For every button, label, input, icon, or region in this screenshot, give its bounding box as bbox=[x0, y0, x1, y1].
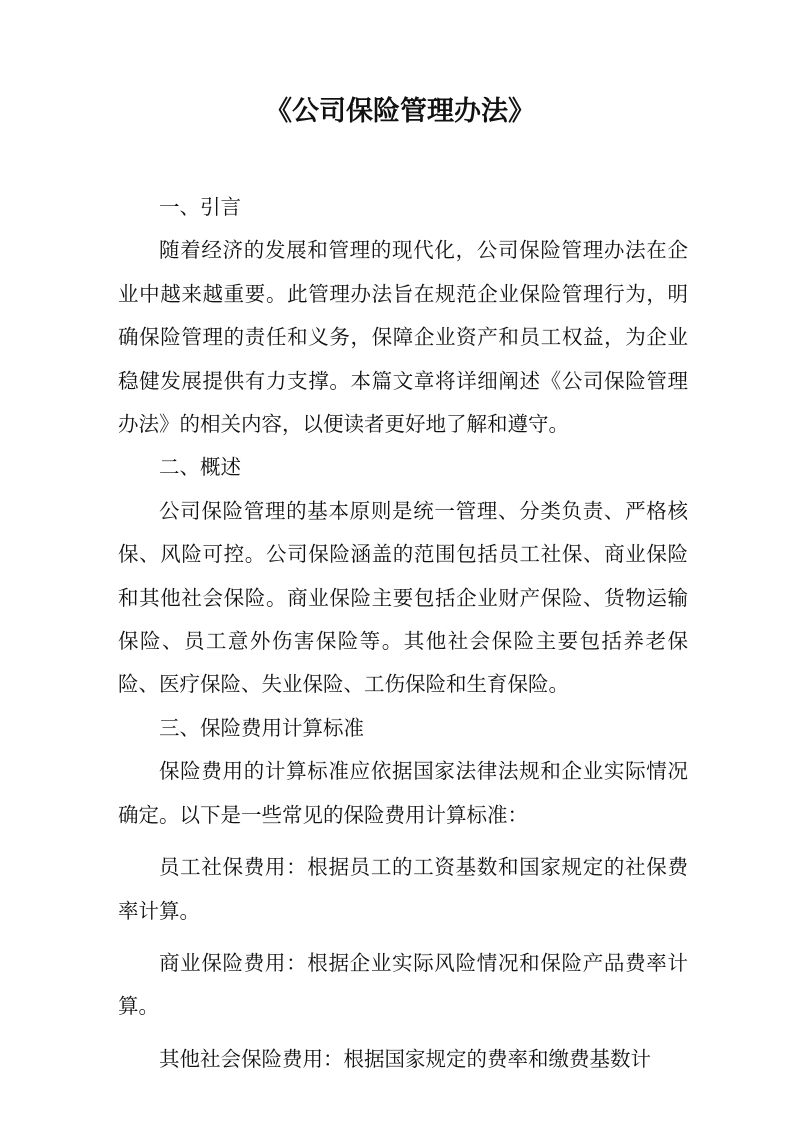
intro-paragraph: 随着经济的发展和管理的现代化，公司保险管理办法在企业中越来越重要。此管理办法旨在规范企业保险管理行为，明确保险管理的责任和义务，保障企业资产和员工权益，为企业稳健发展提供有力支撑。本篇文章将详细阐述《公司保险管理办法》的相关内容，以便读者更好地了解和遵守。 bbox=[118, 238, 688, 437]
section-heading-fee-standards: 三、保险费用计算标准 bbox=[159, 715, 364, 740]
document-title: 《公司保险管理办法》 bbox=[265, 96, 535, 127]
fee-standards-paragraph: 保险费用的计算标准应依据国家法律法规和企业实际情况确定。以下是一些常见的保险费用计算标准： bbox=[118, 759, 688, 827]
section-heading-intro: 一、引言 bbox=[159, 195, 241, 219]
section-heading-overview: 二、概述 bbox=[159, 455, 241, 480]
social-insurance-fee-item: 员工社保费用：根据员工的工资基数和国家规定的社保费率计算。 bbox=[118, 855, 688, 923]
commercial-insurance-fee-item: 商业保险费用：根据企业实际风险情况和保险产品费率计算。 bbox=[118, 950, 688, 1019]
overview-paragraph: 公司保险管理的基本原则是统一管理、分类负责、严格核保、风险可控。公司保险涵盖的范围包括员工社保、商业保险和其他社会保险。商业保险主要包括企业财产保险、货物运输保险、员工意外伤害保险等。其他社会保险主要包括养老保险、医疗保险、失业保险、工伤保险和生育保险。 bbox=[118, 498, 688, 697]
document-body bbox=[118, 186, 688, 1081]
other-insurance-fee-item: 其他社会保险费用：根据国家规定的费率和缴费基数计 bbox=[159, 1046, 651, 1071]
